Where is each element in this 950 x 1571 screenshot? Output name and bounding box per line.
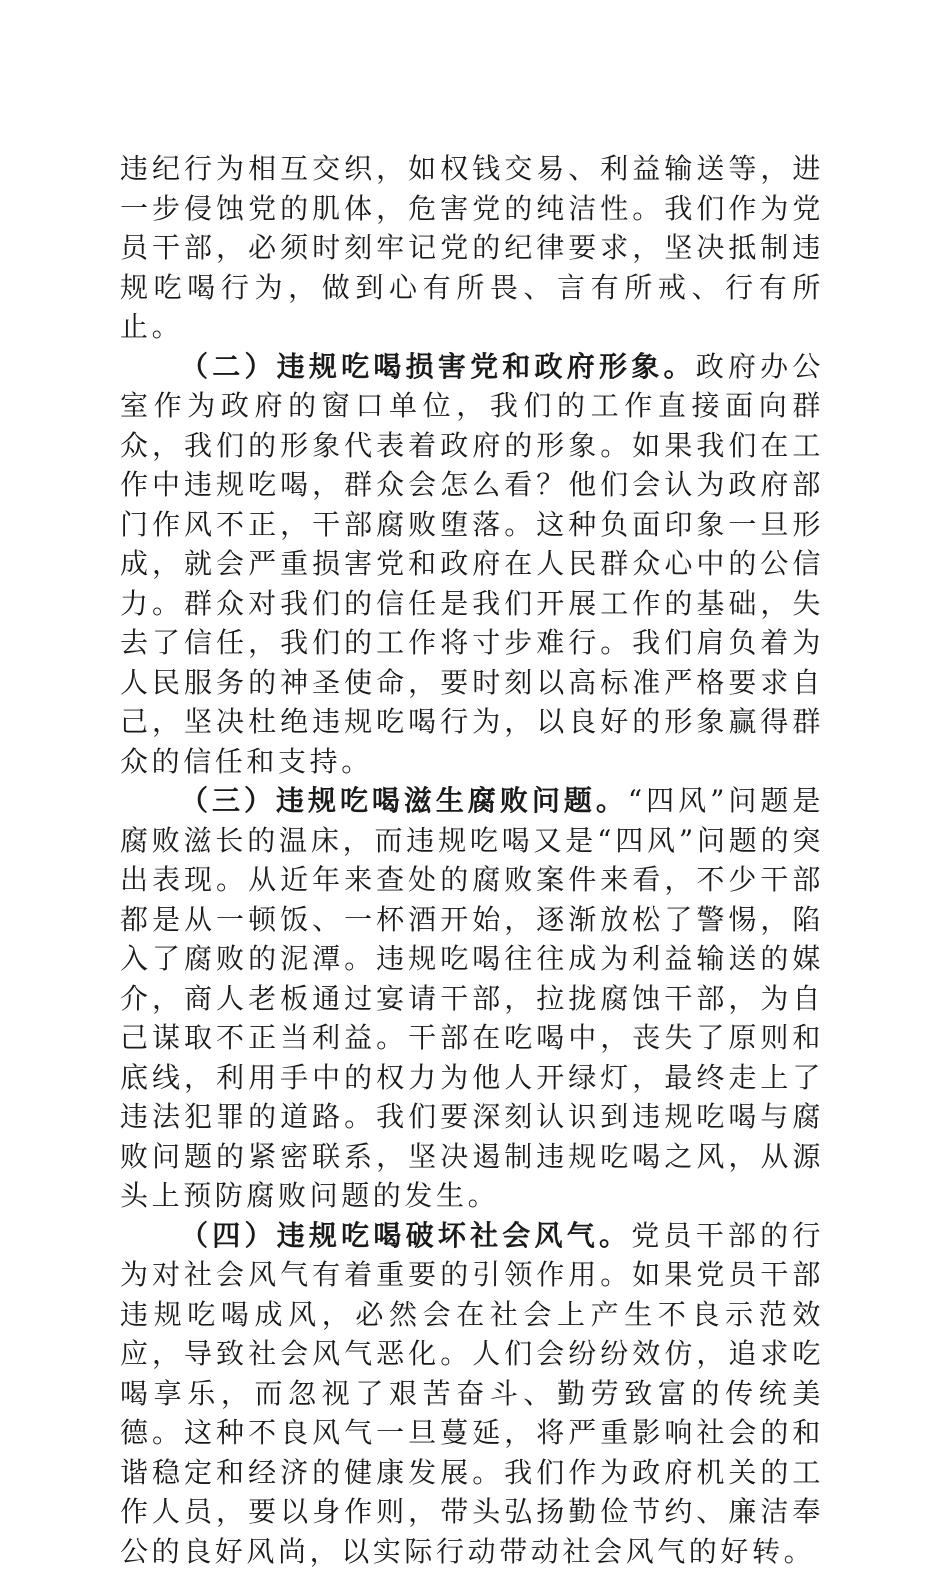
section-heading: （四）违规吃喝破坏社会风气。: [180, 1219, 631, 1252]
document-body: [120, 149, 824, 1571]
section-heading: （三）违规吃喝滋生腐败问题。: [180, 784, 628, 817]
section-heading: （二）违规吃喝损害党和政府形象。: [180, 350, 696, 383]
paragraph-body: 违纪行为相互交织，如权钱交易、利益输送等，进一步侵蚀党的肌体，危害党的纯洁性。我们作为党员干部，必须时刻牢记党的纪律要求，坚决抵制违规吃喝行为，做到心有所畏、言有所戒、行有所止。: [120, 152, 824, 343]
paragraph-section-2: [120, 347, 824, 782]
paragraph-section-3: [120, 781, 824, 1216]
paragraph-section-4: [120, 1216, 824, 1571]
paragraph-continuation: [120, 149, 824, 347]
paragraph-body: “四风”问题是腐败滋长的温床，而违规吃喝又是“四风”问题的突出表现。从近年来查处的腐败案件来看，不少干部都是从一顿饭、一杯酒开始，逐渐放松了警惕，陷入了腐败的泥潭。违规吃喝往往成为利益输送的媒介，商人老板通过宴请干部，拉拢腐蚀干部，为自己谋取不正当利益。干部在吃喝中，丧失了原则和底线，利用手中的权力为他人开绿灯，最终走上了违法犯罪的道路。我们要深刻认识到违规吃喝与腐败问题的紧密联系，坚决遏制违规吃喝之风，从源头上预防腐败问题的发生。: [120, 784, 824, 1212]
paragraph-body: 党员干部的行为对社会风气有着重要的引领作用。如果党员干部违规吃喝成风，必然会在社会上产生不良示范效应，导致社会风气恶化。人们会纷纷效仿，追求吃喝享乐，而忽视了艰苦奋斗、勤劳致富的传统美德。这种不良风气一旦蔓延，将严重影响社会的和谐稳定和经济的健康发展。我们作为政府机关的工作人员，要以身作则，带头弘扬勤俭节约、廉洁奉公的良好风尚，以实际行动带动社会风气的好转。: [120, 1219, 824, 1568]
paragraph-body: 政府办公室作为政府的窗口单位，我们的工作直接面向群众，我们的形象代表着政府的形象。如果我们在工作中违规吃喝，群众会怎么看？他们会认为政府部门作风不正，干部腐败堕落。这种负面印象一旦形成，就会严重损害党和政府在人民群众心中的公信力。群众对我们的信任是我们开展工作的基础，失去了信任，我们的工作将寸步难行。我们肩负着为人民服务的神圣使命，要时刻以高标准严格要求自己，坚决杜绝违规吃喝行为，以良好的形象赢得群众的信任和支持。: [120, 350, 824, 778]
